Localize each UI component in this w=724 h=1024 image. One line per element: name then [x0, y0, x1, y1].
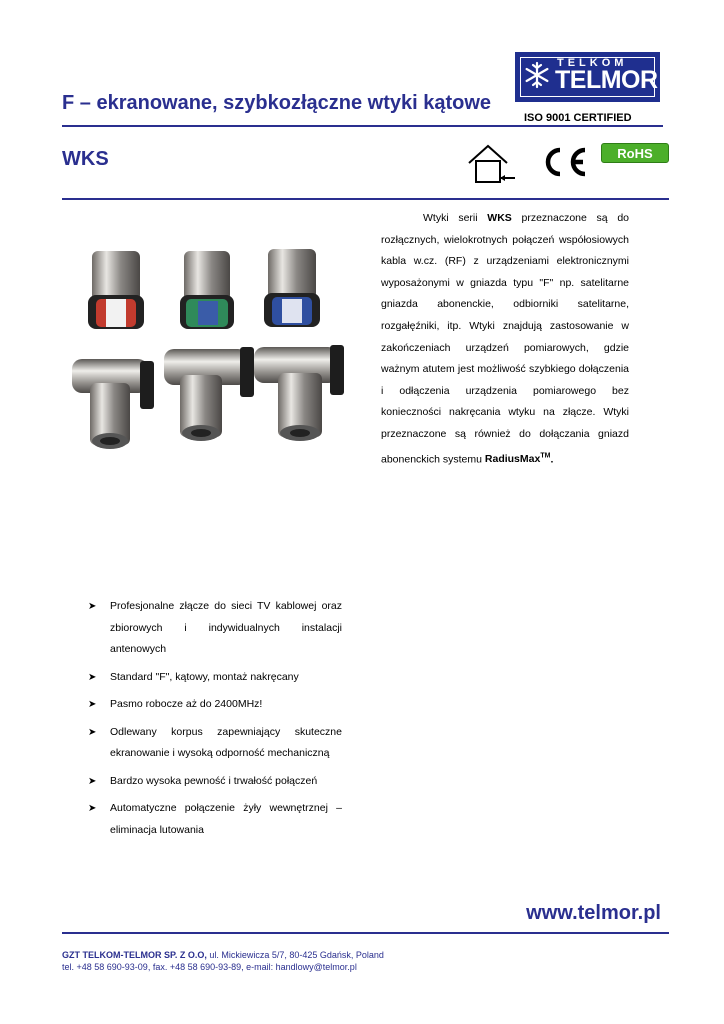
footer-phone-email: tel. +48 58 690-93-09, fax. +48 58 690-93-89, e-mail: handlowy@telmor.pl: [62, 962, 357, 972]
model-divider: [62, 198, 669, 200]
iso-certification-label: ISO 9001 CERTIFIED: [524, 112, 632, 124]
list-item: ➤ Profesjonalne złącze do sieci TV kablowej oraz zbiorowych i indywidualnych instalacji antenowych: [88, 596, 342, 661]
list-item: ➤ Standard "F", kątowy, montaż nakręcany: [88, 667, 342, 689]
rohs-badge: RoHS: [601, 143, 669, 163]
list-item: ➤ Bardzo wysoka pewność i trwałość połączeń: [88, 771, 342, 793]
description-intro: Wtyki serii: [423, 212, 488, 224]
title-divider: [62, 125, 663, 127]
arrow-bullet-icon: ➤: [88, 726, 97, 738]
footer-address: ul. Mickiewicza 5/7, 80-425 Gdańsk, Poland: [206, 950, 384, 960]
ce-mark-icon: [538, 146, 590, 178]
arrow-bullet-icon: ➤: [88, 671, 97, 683]
product-description: Wtyki serii WKS przeznaczone są do rozłącznych, wielokrotnych połączeń współosiowych kabla w.cz. (RF) z urządzeniami elektronicznymi wyposażonymi w gniazda typu "F" np. satelitarne gniazda abonenckie, odbiorniki satelitarne, rozgałęźniki, itp. Wtyki znajdują zastosowanie w zakończeniach urządzeń pomiarowych, gdzie ważnym atutem jest możliwość szybkiego dołączenia i odłączenia urządzenia pomiarowego bez konieczności nakręcania wtyku na złącze. Wtyki przeznaczone są również do dołączania gniazd abonenckich systemu RadiusMax™.: [381, 212, 629, 466]
footer-divider: [62, 932, 669, 934]
model-name: WKS: [62, 148, 109, 170]
description-model: WKS: [487, 212, 512, 224]
list-item: ➤ Pasmo robocze aż do 2400MHz!: [88, 694, 342, 716]
website-link[interactable]: www.telmor.pl: [526, 902, 661, 924]
arrow-bullet-icon: ➤: [88, 699, 97, 710]
connector-green: [180, 251, 234, 329]
indoor-use-icon: [466, 143, 516, 187]
footer-company: GZT TELKOM-TELMOR SP. Z O.O,: [62, 950, 207, 960]
logo-telkom-text: TELKOM: [557, 57, 628, 69]
arrow-bullet-icon: ➤: [88, 775, 97, 787]
telmor-logo: [515, 52, 660, 102]
list-item: ➤ Odlewany korpus zapewniający skuteczne ekranowanie i wysoką odporność mechaniczną: [88, 722, 342, 765]
angle-connector-2: [164, 347, 254, 441]
feature-list: [88, 596, 342, 847]
snowflake-logo-icon: [523, 61, 551, 89]
description-brand: RadiusMax™: [484, 452, 551, 466]
connector-red: [88, 251, 144, 329]
product-photo: [68, 243, 368, 455]
arrow-bullet-icon: ➤: [88, 803, 97, 814]
arrow-bullet-icon: ➤: [88, 601, 97, 612]
angle-connector-1: [72, 359, 154, 449]
footer-contact: [62, 949, 384, 973]
description-body: przeznaczone są do rozłącznych, wielokrotnych połączeń współosiowych kabla w.cz. (RF) z urządzeniami elektronicznymi wyposażonymi w gniazda typu "F" np. satelitarne gniazda abonenckie, odbiorniki satelitarne, rozgałęźniki, itp. Wtyki znajdują zastosowanie w zakończeniach urządzeń pomiarowych, gdzie ważnym atutem jest możliwość szybkiego dołączenia i odłączenia urządzenia pomiarowego bez konieczności nakręcania wtyku na złącze. Wtyki przeznaczone są również do dołączania gniazd abonenckich systemu: [381, 212, 629, 466]
angle-connector-3: [254, 345, 344, 441]
page-title: F – ekranowane, szybkozłączne wtyki kątowe: [62, 92, 492, 114]
connector-blue: [264, 249, 320, 327]
logo-telmor-text: TELMOR: [555, 66, 658, 94]
list-item: ➤ Automatyczne połączenie żyły wewnętrznej – eliminacja lutowania: [88, 798, 342, 841]
